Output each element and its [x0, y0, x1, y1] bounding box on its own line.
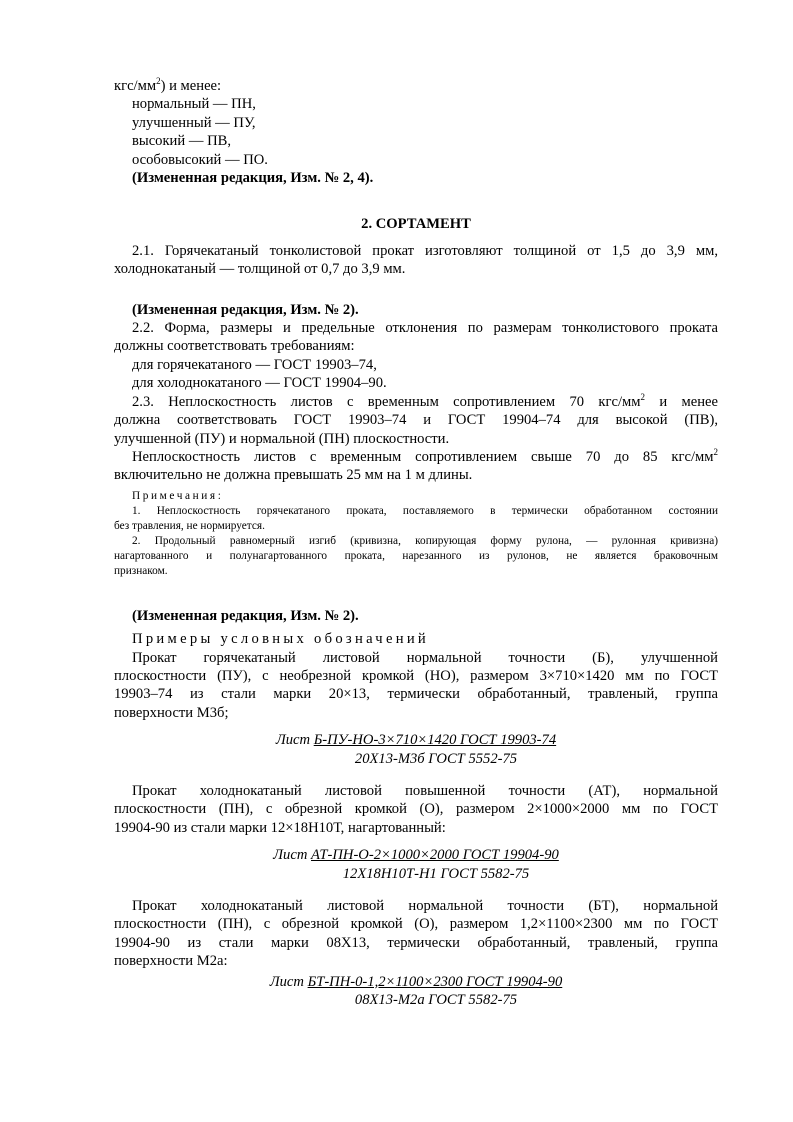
flatness-item-improved: улучшенный — ПУ, — [132, 114, 256, 131]
example-2-line-2: плоскостности (ПН), с обрезной кромкой (О), размером 2×1000×2000 мм по ГОСТ — [114, 801, 718, 818]
paragraph-2-3-text-a: 2.3. Неплоскостность листов с временным сопротивлением 70 кгс/мм — [132, 393, 641, 410]
edition-note-2b: (Измененная редакция, Изм. № 2). — [132, 607, 359, 624]
paragraph-2-3-text-b: и менее — [645, 393, 718, 410]
note-1-line-2: без травления, не нормируется. — [114, 519, 265, 532]
example-3-designation — [114, 973, 718, 1010]
example-3-designation-top: БТ-ПН-0-1,2×1100×2300 ГОСТ 19904-90 — [307, 973, 563, 990]
example-1-line-2: плоскостности (ПУ), с необрезной кромкой (НО), размером 3×710×1420 мм по ГОСТ — [114, 667, 718, 684]
paragraph-2-3-superscript: 2 — [640, 391, 646, 402]
note-2-line-1: 2. Продольный равномерный изгиб (кривизна, копирующая форму рулона, — рулонная кривизна) — [132, 534, 718, 547]
paragraph-2-3b-superscript: 2 — [713, 446, 718, 457]
example-2-line-1: Прокат холоднокатаный листовой повышенной точности (АТ), нормальной — [132, 782, 718, 799]
unit-superscript: 2 — [156, 76, 161, 86]
example-2-line-3: 19904-90 из стали марки 12×18Н10Т, нагартованный: — [114, 819, 446, 836]
paragraph-2-2-item-2: для холоднокатаного — ГОСТ 19904–90. — [132, 375, 387, 392]
example-2-designation-word: Лист — [273, 847, 312, 864]
document-page — [114, 77, 718, 1009]
paragraph-2-1-line-1: 2.1. Горячекатаный тонколистовой прокат изготовляют толщиной от 1,5 до 3,9 мм, — [132, 242, 718, 259]
unit-prefix: кгс/мм — [114, 78, 157, 94]
note-2-line-2: нагартованного и полунагартованного проката, нарезанного из рулонов, не является браковочным — [114, 549, 718, 562]
edition-note-2-4: (Измененная редакция, Изм. № 2, 4). — [132, 170, 374, 187]
paragraph-2-2-line-2: должны соответствовать требованиям: — [114, 338, 355, 355]
example-1-designation-top: Б-ПУ-НО-3×710×1420 ГОСТ 19903-74 — [313, 732, 557, 749]
example-2-designation-top: АТ-ПН-О-2×1000×2000 ГОСТ 19904-90 — [311, 847, 559, 864]
example-1-line-4: поверхности М3б; — [114, 704, 229, 721]
example-1-designation — [114, 731, 718, 768]
unit-suffix: ) и менее: — [160, 78, 222, 94]
paragraph-2-2-item-1: для горячекатаного — ГОСТ 19903–74, — [132, 356, 377, 373]
flatness-item-high: высокий — ПВ, — [132, 133, 231, 150]
example-3-line-1: Прокат холоднокатаный листовой нормальной точности (БТ), нормальной — [132, 898, 718, 914]
examples-heading: Примеры условных обозначений — [132, 631, 430, 648]
example-2-designation-bottom: 12Х18Н10Т-Н1 ГОСТ 5582-75 — [342, 865, 530, 882]
paragraph-2-3b-line-1 — [114, 448, 718, 466]
paragraph-2-3b-line-2: включительно не должна превышать 25 мм на 1 м длины. — [114, 467, 473, 484]
paragraph-2-3-line-2: должна соответствовать ГОСТ 19903–74 и ГОСТ 19904–74 для высокой (ПВ), — [114, 412, 718, 429]
example-3-designation-bottom: 08Х13-М2а ГОСТ 5582-75 — [354, 992, 518, 1009]
example-1-line-3: 19903–74 из стали марки 20×13, термически обработанный, травленый, группа — [114, 686, 718, 703]
flatness-item-special: особовысокий — ПО. — [132, 151, 268, 168]
section-title: 2. СОРТАМЕНТ — [361, 216, 471, 233]
paragraph-2-3b-text: Неплоскостность листов с временным сопротивлением свыше 70 до 85 кгс/мм — [132, 448, 714, 465]
notes-heading: Примечания: — [132, 489, 224, 502]
paragraph-2-3-line-3: улучшенной (ПУ) и нормальной (ПН) плоскостности. — [114, 430, 450, 447]
example-2-designation — [114, 846, 718, 883]
edition-note-2a: (Измененная редакция, Изм. № 2). — [132, 301, 359, 318]
example-1-designation-bottom: 20Х13-М3б ГОСТ 5552-75 — [354, 750, 518, 767]
example-3-line-2: плоскостности (ПН), с обрезной кромкой (О), размером 1,2×1100×2300 мм по ГОСТ — [114, 916, 718, 933]
note-2-line-3: признаком. — [114, 564, 168, 577]
example-1-line-1: Прокат горячекатаный листовой нормальной точности (Б), улучшенной — [132, 649, 718, 666]
example-3-line-3: 19904-90 из стали марки 08Х13, термически обработанный, травленый, группа — [114, 934, 718, 951]
paragraph-2-1-line-2: холоднокатаный — толщиной от 0,7 до 3,9 мм. — [114, 261, 406, 278]
example-3-line-4: поверхности М2а: — [114, 953, 228, 970]
example-3-designation-word: Лист — [269, 973, 308, 990]
paragraph-2-2-line-1: 2.2. Форма, размеры и предельные отклонения по размерам тонколистового проката — [132, 320, 718, 337]
paragraph-2-3-line-1 — [114, 393, 718, 411]
note-1-line-1: 1. Неплоскостность горячекатаного проката, поставляемого в термически обработанном состоянии — [132, 504, 718, 517]
example-1-designation-word: Лист — [275, 732, 314, 749]
unit-line — [114, 77, 718, 95]
flatness-item-normal: нормальный — ПН, — [132, 96, 256, 113]
